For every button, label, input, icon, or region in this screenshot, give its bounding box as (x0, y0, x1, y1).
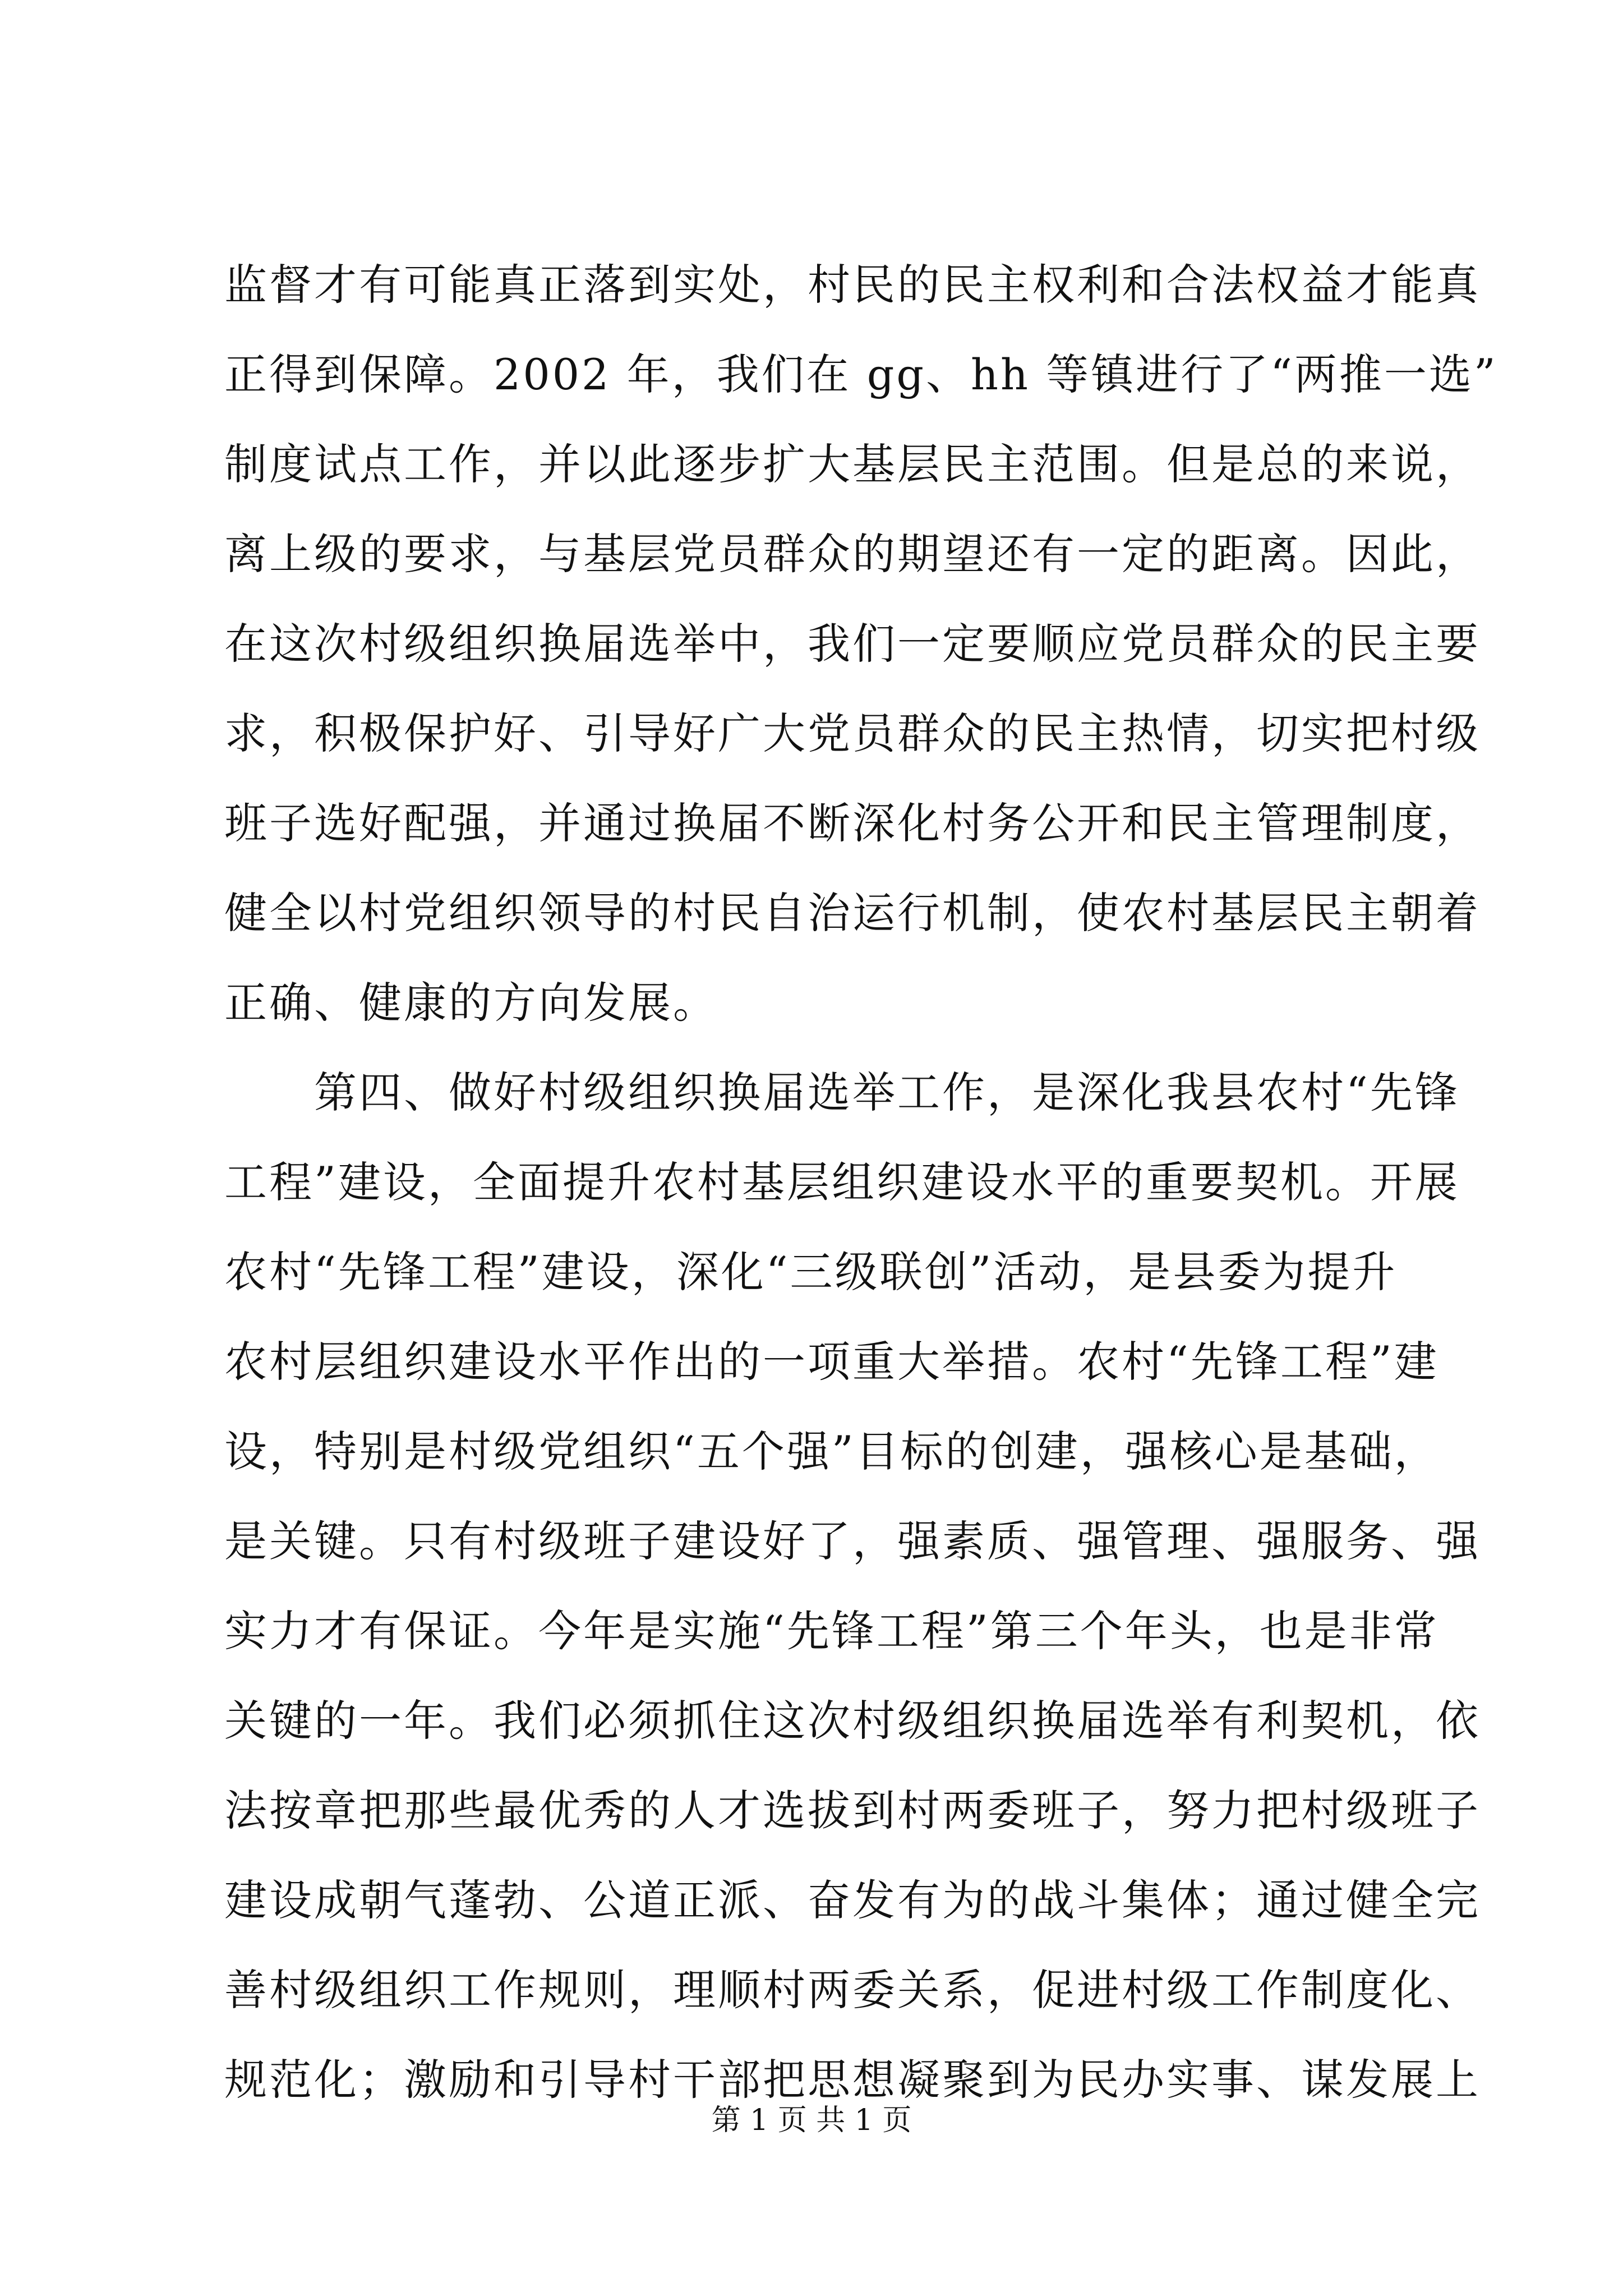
text-line: 实力才有保证。今年是实施“先锋工程”第三个年头，也是非常 (224, 1606, 1439, 1656)
text-line: 正确、健康的方向发展。 (224, 978, 718, 1028)
text-line: 法按章把那些最优秀的人才选拔到村两委班子，努力把村级班子 (224, 1786, 1481, 1835)
text-line: 求，积极保护好、引导好广大党员群众的民主热情，切实把村级 (224, 708, 1481, 758)
text-line: 关键的一年。我们必须抓住这次村级组织换届选举有利契机，依 (224, 1696, 1481, 1746)
page-footer (0, 2101, 1623, 2140)
text-line: 工程”建设，全面提升农村基层组织建设水平的重要契机。开展 (224, 1157, 1460, 1207)
text-line: 是关键。只有村级班子建设好了，强素质、强管理、强服务、强 (224, 1516, 1481, 1566)
text-line: 制度试点工作，并以此逐步扩大基层民主范围。但是总的来说， (224, 439, 1481, 489)
page-number-label: 第 1 页 共 1 页 (711, 2104, 912, 2137)
paragraph-start-line: 第四、做好村级组织换届选举工作，是深化我县农村“先锋 (314, 1068, 1460, 1117)
body-text (224, 240, 1498, 2125)
text-line: 善村级组织工作规则，理顺村两委关系，促进村级工作制度化、 (224, 1965, 1481, 2015)
text-line: 农村“先锋工程”建设，深化“三级联创”活动，是县委为提升 (224, 1247, 1398, 1297)
text-line: 建设成朝气蓬勃、公道正派、奋发有为的战斗集体；通过健全完 (224, 1875, 1481, 1925)
text-line: 监督才有可能真正落到实处，村民的民主权利和合法权益才能真 (224, 260, 1481, 310)
text-line: 农村层组织建设水平作出的一项重大举措。农村“先锋工程”建 (224, 1337, 1439, 1387)
text-line: 在这次村级组织换届选举中，我们一定要顺应党员群众的民主要 (224, 619, 1481, 669)
text-line: 正得到保障。2002 年，我们在 gg、hh 等镇进行了“两推一选” (224, 349, 1498, 399)
text-line: 离上级的要求，与基层党员群众的期望还有一定的距离。因此， (224, 529, 1481, 579)
text-line: 健全以村党组织领导的村民自治运行机制，使农村基层民主朝着 (224, 888, 1481, 938)
text-line: 班子选好配强，并通过换届不断深化村务公开和民主管理制度， (224, 798, 1481, 848)
text-line: 设，特别是村级党组织“五个强”目标的创建，强核心是基础， (224, 1427, 1439, 1476)
text-line: 规范化；激励和引导村干部把思想凝聚到为民办实事、谋发展上 (224, 2055, 1481, 2105)
